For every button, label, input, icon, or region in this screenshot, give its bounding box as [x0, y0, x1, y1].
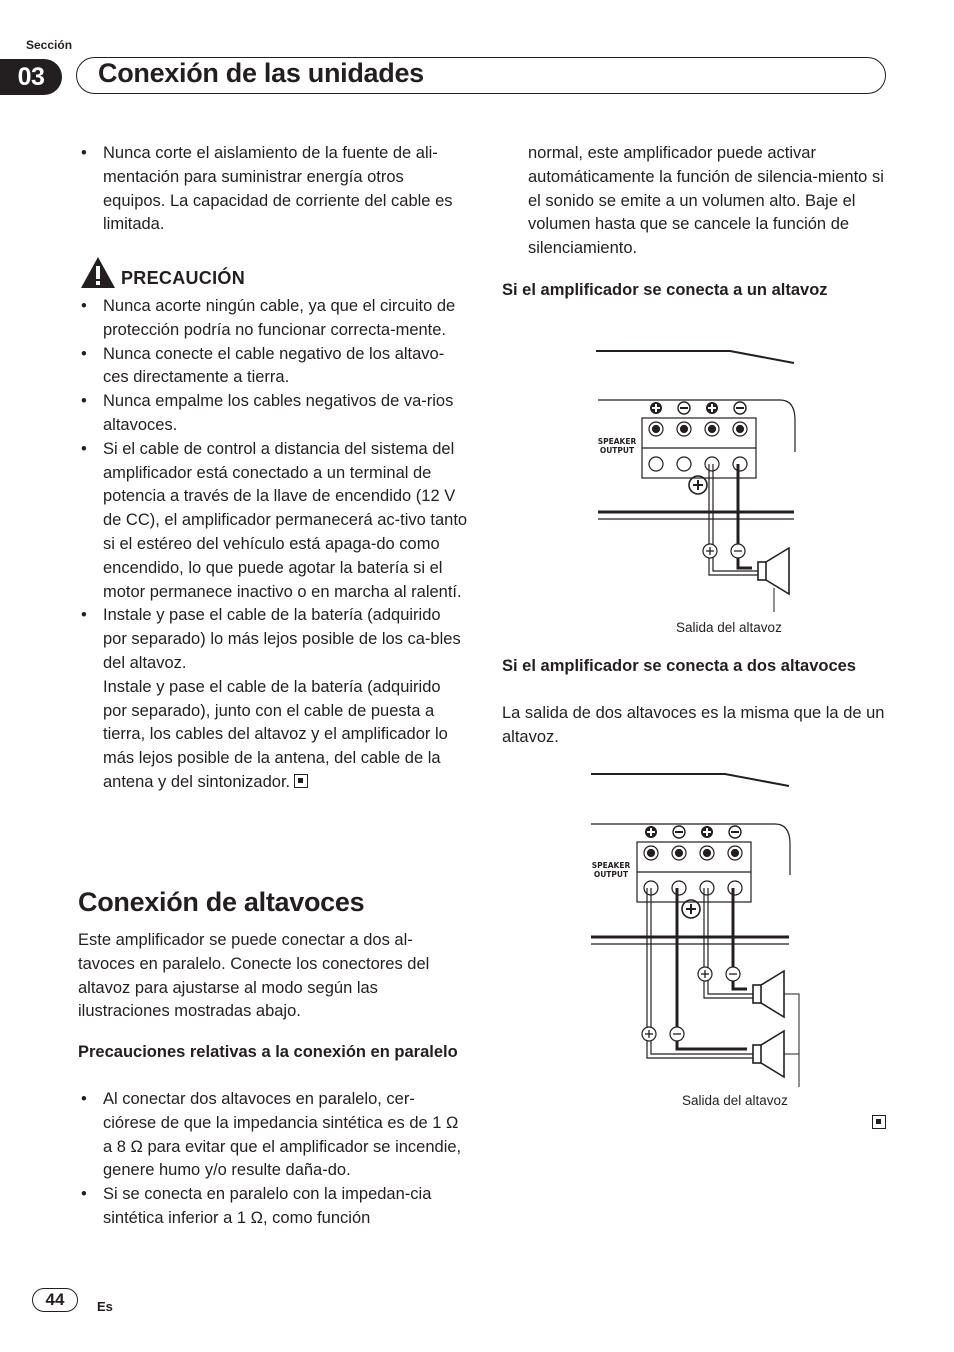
parallel-item: • Al conectar dos altavoces en paralelo, cer-ciórese de que la impedancia sintética es de 1 Ω a 8 Ω para evitar que el amplificador se incendie, genere humo y/o resulte daña-do.	[78, 1088, 468, 1183]
end-of-section-icon	[872, 1115, 886, 1129]
panel-label-line-2: OUTPUT	[593, 870, 629, 879]
caution-item: • Nunca empalme los cables negativos de va-rios altavoces.	[78, 390, 468, 438]
section-number-badge: 03	[0, 59, 62, 95]
speaker-output-label	[598, 437, 637, 455]
caution-title: PRECAUCIÓN	[121, 268, 246, 288]
panel-label-line-2: OUTPUT	[599, 446, 635, 455]
one-speaker-diagram	[590, 340, 810, 620]
intro-list	[78, 142, 468, 237]
two-speaker-text: La salida de dos altavoces es la misma que la de un altavoz.	[502, 704, 885, 746]
caution-list	[78, 295, 468, 795]
polarity-labels	[645, 826, 741, 838]
warning-triangle-icon	[80, 256, 116, 289]
parallel-list	[78, 1088, 468, 1231]
language-code: Es	[97, 1299, 113, 1314]
page-title: Conexión de las unidades	[98, 58, 424, 88]
speaker-icon	[758, 548, 789, 612]
caption-leaders	[784, 994, 799, 1087]
caution-continuation: Instale y pase el cable de la batería (adquirido por separado), junto con el cable de puesta a tierra, los cables del altavoz y el amplificador lo más lejos posible de la antena, del cable de la antena y del sintonizador.	[103, 677, 448, 791]
one-speaker-heading: Si el amplificador se conecta a un altavoz	[502, 281, 828, 299]
polarity-labels	[650, 402, 746, 414]
section-heading: Conexión de altavoces	[78, 887, 365, 917]
speaker-output-label	[592, 861, 631, 879]
caution-item: • Instale y pase el cable de la batería (adquirido por separado) lo más lejos posible de los ca-bles del altavoz.	[78, 604, 468, 675]
caution-item: • Si el cable de control a distancia del sistema del amplificador está conectado a un terminal de potencia a través de la llave de encendido (12 V de CC), el amplificador permanecerá ac-tivo tanto si el estéreo del vehículo está apaga-do como encendido, lo que puede agotar la batería si el motor permanece inactivo o en marcha al ralentí.	[78, 438, 468, 605]
two-speaker-diagram	[585, 763, 810, 1093]
section-intro: Este amplificador se puede conectar a dos al-tavoces en paralelo. Conecte los conectores del altavoz para ajustarse al modo según las ilustraciones mostradas abajo.	[78, 931, 430, 1021]
parallel-item: • Si se conecta en paralelo con la impedan-cia sintética inferior a 1 Ω, como función	[78, 1183, 468, 1231]
page-number: 44	[32, 1288, 78, 1312]
two-speaker-caption: Salida del altavoz	[682, 1093, 788, 1108]
caution-item: • Nunca acorte ningún cable, ya que el circuito de protección podría no funcionar correcta-mente.	[78, 295, 468, 343]
speaker-wires	[642, 888, 753, 1058]
intro-bullet: • Nunca corte el aislamiento de la fuente de ali-mentación para suministrar energía otros equipos. La capacidad de corriente del cable es limitada.	[78, 142, 468, 237]
one-speaker-caption: Salida del altavoz	[676, 620, 782, 635]
end-of-section-icon	[294, 774, 308, 788]
speaker-icon-upper	[753, 971, 784, 1017]
caution-item: • Nunca conecte el cable negativo de los altavo-ces directamente a tierra.	[78, 343, 468, 391]
end-of-page-mark	[872, 1115, 886, 1133]
panel-label-line-1: SPEAKER	[597, 437, 637, 446]
caution-continuation-wrap	[78, 676, 468, 795]
panel-label-line-1: SPEAKER	[591, 861, 631, 870]
right-continuation: normal, este amplificador puede activar automáticamente la función de silencia-miento si el sonido se emite a un volumen alto. Baje el volumen hasta que se cancele la función de silenciamiento.	[528, 144, 884, 258]
two-speaker-heading: Si el amplificador se conecta a dos altavoces	[502, 657, 856, 675]
speaker-icon-lower	[753, 1031, 784, 1077]
section-label: Sección	[26, 38, 73, 52]
parallel-heading: Precauciones relativas a la conexión en paralelo	[78, 1043, 458, 1061]
